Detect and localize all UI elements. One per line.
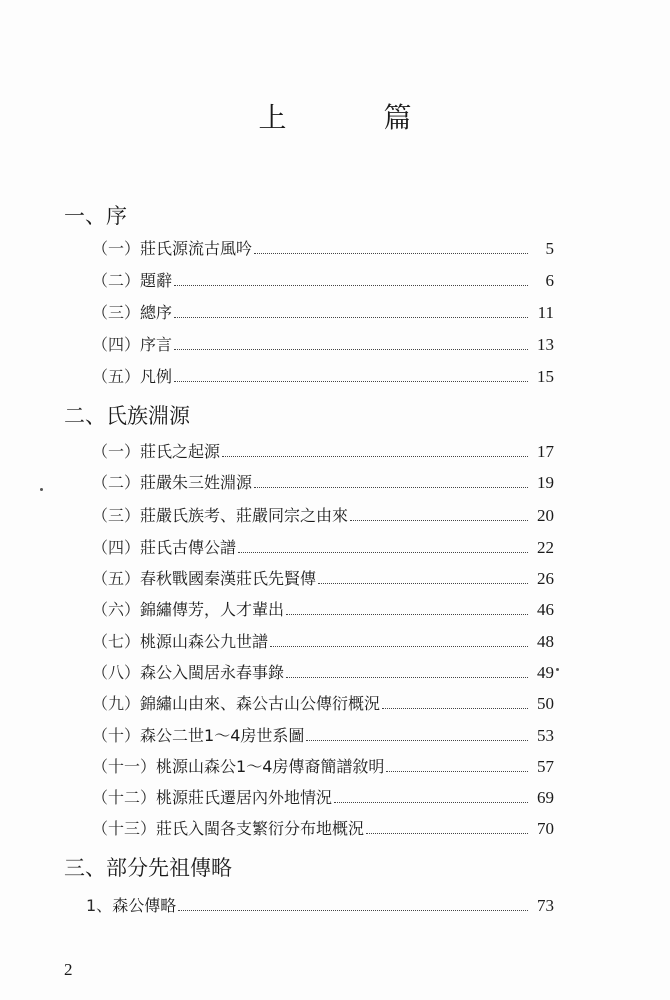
toc-entry xyxy=(92,754,554,782)
section-heading-origins: 二、氏族淵源 xyxy=(64,404,190,428)
entry-number: （二） xyxy=(92,271,141,290)
entry-number: （七） xyxy=(92,632,141,651)
entry-number: （四） xyxy=(92,538,141,557)
entry-number: （四） xyxy=(92,335,141,354)
toc-entry xyxy=(92,816,554,844)
toc-entry xyxy=(92,332,554,360)
section-heading-biographies: 三、部分先祖傳略 xyxy=(64,856,232,880)
toc-entry xyxy=(92,439,554,467)
scan-speck xyxy=(40,488,43,491)
toc-entry xyxy=(92,660,554,688)
dot-leader xyxy=(174,381,528,382)
entry-number: 1、 xyxy=(86,896,113,915)
entry-title: 錦繡傳芳，人才輩出 xyxy=(140,600,285,619)
entry-title: 莊氏源流古風吟 xyxy=(140,239,253,258)
entry-title: 莊氏入閩各支繁衍分布地概況 xyxy=(156,819,365,838)
dot-leader xyxy=(366,833,528,834)
entry-title: 莊氏之起源 xyxy=(140,442,221,461)
entry-number: （十一） xyxy=(92,757,157,776)
entry-page: 13 xyxy=(537,335,554,354)
entry-page: 57 xyxy=(537,757,554,776)
entry-page: 19 xyxy=(537,473,554,492)
entry-title: 春秋戰國秦漢莊氏先賢傳 xyxy=(140,569,317,588)
toc-entry xyxy=(92,364,554,392)
dot-leader xyxy=(270,646,528,647)
page-title: 上 篇 xyxy=(258,101,456,134)
dot-leader xyxy=(318,583,528,584)
entry-page: 5 xyxy=(545,239,554,258)
entry-title: 莊嚴朱三姓淵源 xyxy=(140,473,253,492)
entry-number: （三） xyxy=(92,506,141,525)
dot-leader xyxy=(286,614,528,615)
dot-leader xyxy=(254,253,528,254)
dot-leader xyxy=(286,677,528,678)
dot-leader xyxy=(238,552,528,553)
toc-entry xyxy=(92,785,554,813)
entry-page: 70 xyxy=(537,819,554,838)
toc-entry xyxy=(92,503,554,531)
entry-title: 桃源山森公1～4房傳裔簡譜敘明 xyxy=(156,757,385,776)
entry-title: 森公二世1～4房世系圖 xyxy=(140,726,305,745)
entry-number: （三） xyxy=(92,303,141,322)
toc-entry xyxy=(92,535,554,563)
entry-page: 15 xyxy=(537,367,554,386)
entry-number: （一） xyxy=(92,442,141,461)
dot-leader xyxy=(178,910,528,911)
entry-title: 總序 xyxy=(140,303,173,322)
entry-title: 森公傳略 xyxy=(112,896,177,915)
scan-speck xyxy=(556,668,559,671)
toc-entry xyxy=(92,691,554,719)
entry-number: （六） xyxy=(92,600,141,619)
entry-page: 53 xyxy=(537,726,554,745)
dot-leader xyxy=(222,456,528,457)
entry-title: 題辭 xyxy=(140,271,173,290)
dot-leader xyxy=(350,520,528,521)
section-heading-preface: 一、序 xyxy=(64,204,127,228)
entry-page: 26 xyxy=(537,569,554,588)
entry-page: 11 xyxy=(537,303,554,322)
entry-number: （五） xyxy=(92,569,141,588)
entry-number: （十三） xyxy=(92,819,157,838)
entry-number: （二） xyxy=(92,473,141,492)
entry-page: 17 xyxy=(537,442,554,461)
toc-entry xyxy=(92,236,554,264)
dot-leader xyxy=(174,317,528,318)
entry-page: 22 xyxy=(537,538,554,557)
toc-entry xyxy=(92,597,554,625)
entry-page: 46 xyxy=(537,600,554,619)
dot-leader xyxy=(386,771,528,772)
dot-leader xyxy=(334,802,528,803)
toc-entry xyxy=(86,893,554,921)
entry-title: 莊氏古傳公譜 xyxy=(140,538,237,557)
entry-title: 森公入閩居永春事錄 xyxy=(140,663,285,682)
entry-number: （一） xyxy=(92,239,141,258)
entry-title: 莊嚴氏族考、莊嚴同宗之由來 xyxy=(140,506,349,525)
toc-entry xyxy=(92,300,554,328)
toc-entry xyxy=(92,629,554,657)
entry-title: 桃源山森公九世譜 xyxy=(140,632,269,651)
entry-title: 序言 xyxy=(140,335,173,354)
entry-title: 錦繡山由來、森公古山公傳衍概況 xyxy=(140,694,381,713)
dot-leader xyxy=(382,708,528,709)
dot-leader xyxy=(254,487,528,488)
entry-number: （十） xyxy=(92,726,141,745)
toc-entry xyxy=(92,268,554,296)
toc-entry xyxy=(92,723,554,751)
dot-leader xyxy=(174,349,528,350)
entry-page: 50 xyxy=(537,694,554,713)
entry-number: （十二） xyxy=(92,788,157,807)
entry-page: 69 xyxy=(537,788,554,807)
toc-entry xyxy=(92,470,554,498)
entry-number: （五） xyxy=(92,367,141,386)
dot-leader xyxy=(306,740,528,741)
entry-page: 6 xyxy=(545,271,554,290)
dot-leader xyxy=(174,285,528,286)
entry-page: 20 xyxy=(537,506,554,525)
toc-entry xyxy=(92,566,554,594)
entry-page: 73 xyxy=(537,896,554,915)
entry-number: （九） xyxy=(92,694,141,713)
entry-page: 48 xyxy=(537,632,554,651)
entry-page: 49 xyxy=(537,663,554,682)
entry-title: 凡例 xyxy=(140,367,173,386)
entry-number: （八） xyxy=(92,663,141,682)
entry-title: 桃源莊氏遷居內外地情況 xyxy=(156,788,333,807)
page-number: 2 xyxy=(64,960,73,979)
